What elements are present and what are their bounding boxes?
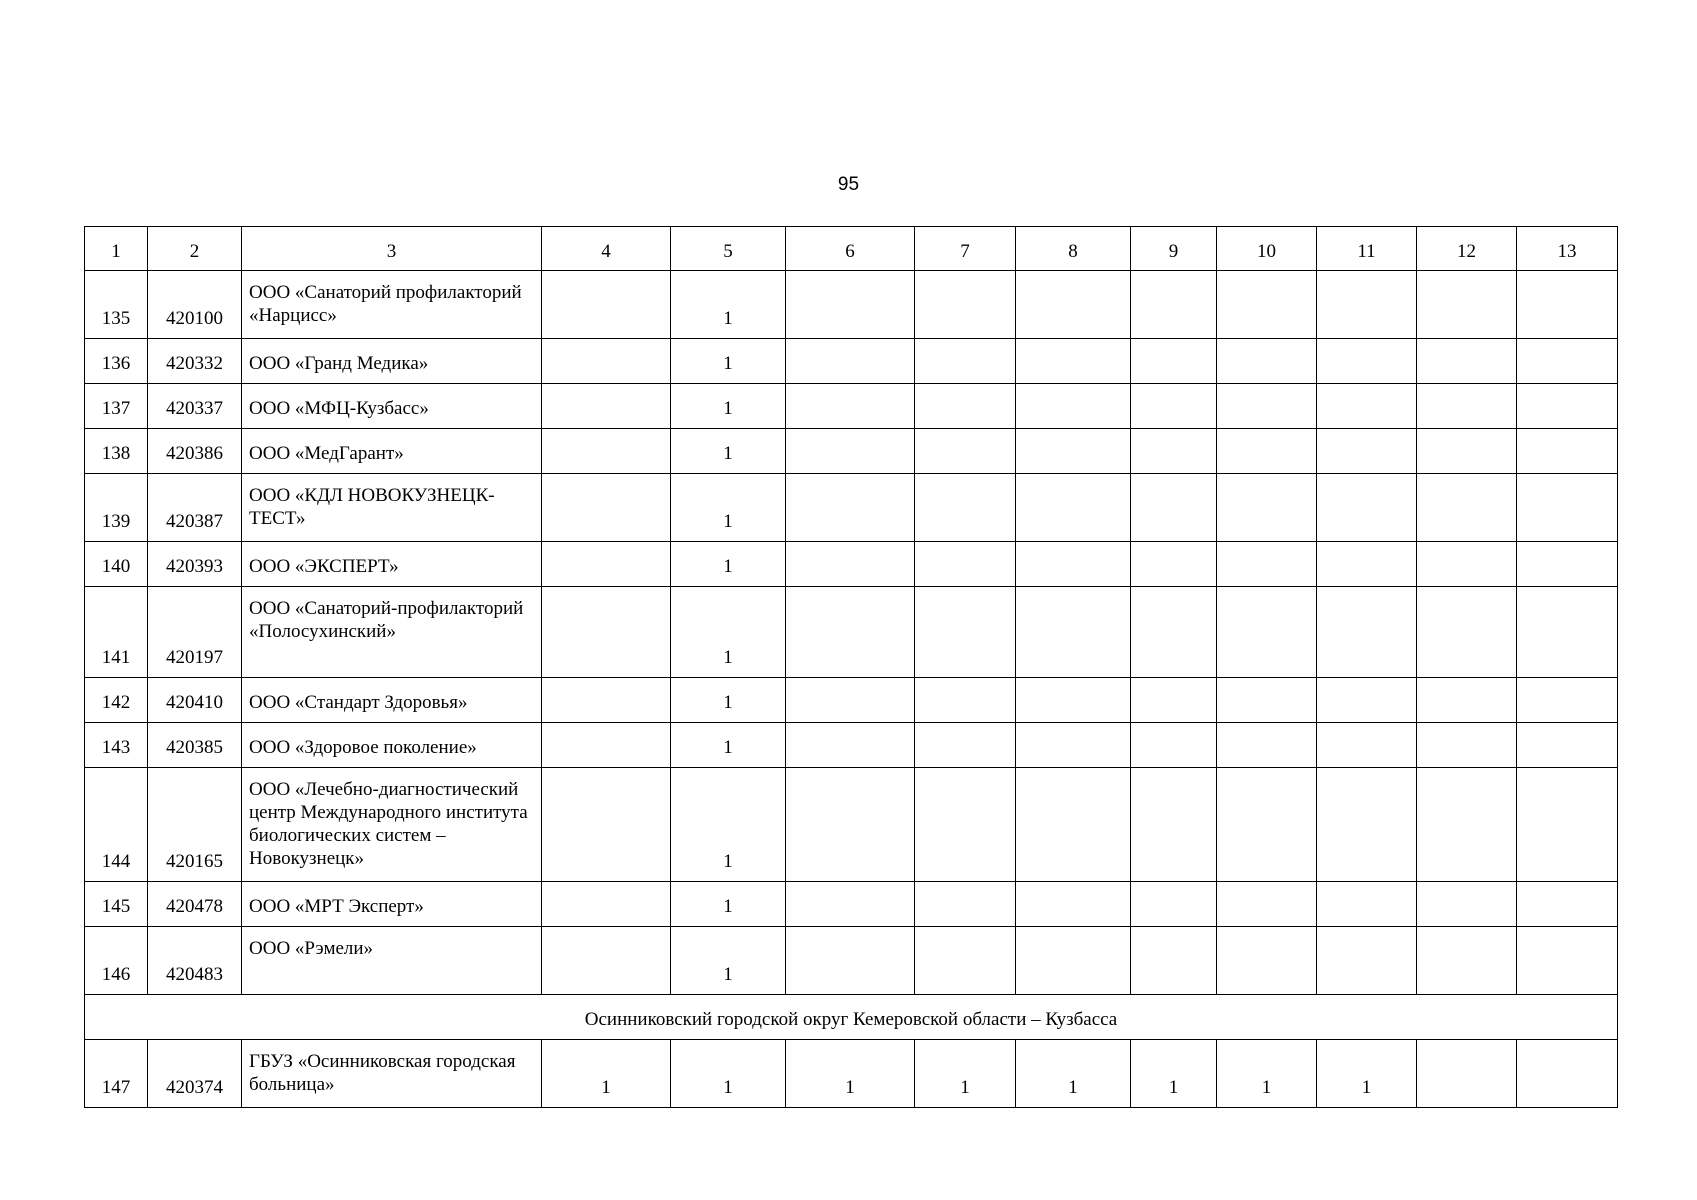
value-cell bbox=[1217, 339, 1317, 384]
value-cell bbox=[786, 587, 915, 678]
value-cell: 1 bbox=[1317, 1040, 1417, 1108]
org-code-cell: 420197 bbox=[148, 587, 242, 678]
value-cell bbox=[1317, 384, 1417, 429]
value-cell: 1 bbox=[671, 723, 786, 768]
value-cell bbox=[786, 271, 915, 339]
value-cell bbox=[915, 768, 1016, 882]
row-number-cell: 137 bbox=[85, 384, 148, 429]
table-body bbox=[85, 227, 1618, 1108]
row-number-cell: 142 bbox=[85, 678, 148, 723]
value-cell bbox=[915, 587, 1016, 678]
value-cell bbox=[1317, 429, 1417, 474]
value-cell bbox=[915, 882, 1016, 927]
header-cell: 13 bbox=[1517, 227, 1618, 271]
value-cell bbox=[1217, 384, 1317, 429]
value-cell bbox=[1317, 678, 1417, 723]
header-cell: 11 bbox=[1317, 227, 1417, 271]
org-name-cell: ООО «Лечебно-диагностический центр Международного института биологических систем – Новокузнецк» bbox=[242, 768, 542, 882]
value-cell bbox=[1517, 542, 1618, 587]
value-cell: 1 bbox=[1217, 1040, 1317, 1108]
value-cell bbox=[1217, 678, 1317, 723]
value-cell bbox=[1417, 723, 1517, 768]
row-number-cell: 139 bbox=[85, 474, 148, 542]
org-name-cell: ООО «Санаторий-профилакторий «Полосухинский» bbox=[242, 587, 542, 678]
org-name-cell: ООО «МедГарант» bbox=[242, 429, 542, 474]
value-cell bbox=[915, 542, 1016, 587]
value-cell: 1 bbox=[671, 678, 786, 723]
row-number-cell: 146 bbox=[85, 927, 148, 995]
header-cell: 7 bbox=[915, 227, 1016, 271]
org-name-cell: ООО «Санаторий профилакторий «Нарцисс» bbox=[242, 271, 542, 339]
value-cell bbox=[1131, 723, 1217, 768]
value-cell bbox=[1417, 542, 1517, 587]
header-row bbox=[85, 227, 1618, 271]
value-cell bbox=[1417, 927, 1517, 995]
table-row bbox=[85, 271, 1618, 339]
value-cell bbox=[1131, 678, 1217, 723]
value-cell bbox=[542, 678, 671, 723]
value-cell: 1 bbox=[1016, 1040, 1131, 1108]
value-cell bbox=[1517, 678, 1618, 723]
value-cell bbox=[1016, 927, 1131, 995]
value-cell bbox=[1217, 882, 1317, 927]
value-cell: 1 bbox=[671, 1040, 786, 1108]
value-cell bbox=[1016, 384, 1131, 429]
value-cell bbox=[1016, 271, 1131, 339]
value-cell bbox=[915, 723, 1016, 768]
org-code-cell: 420393 bbox=[148, 542, 242, 587]
value-cell bbox=[915, 927, 1016, 995]
value-cell bbox=[1217, 927, 1317, 995]
value-cell bbox=[915, 339, 1016, 384]
org-code-cell: 420478 bbox=[148, 882, 242, 927]
row-number-cell: 143 bbox=[85, 723, 148, 768]
value-cell: 1 bbox=[671, 271, 786, 339]
org-name-cell: ООО «МРТ Эксперт» bbox=[242, 882, 542, 927]
value-cell bbox=[542, 542, 671, 587]
org-code-cell: 420165 bbox=[148, 768, 242, 882]
value-cell bbox=[1131, 429, 1217, 474]
value-cell bbox=[915, 474, 1016, 542]
section-row bbox=[85, 995, 1618, 1040]
value-cell bbox=[786, 474, 915, 542]
value-cell bbox=[1517, 339, 1618, 384]
org-name-cell: ООО «Рэмели» bbox=[242, 927, 542, 995]
value-cell bbox=[1016, 474, 1131, 542]
org-code-cell: 420100 bbox=[148, 271, 242, 339]
value-cell bbox=[1417, 768, 1517, 882]
value-cell bbox=[1131, 768, 1217, 882]
table-row bbox=[85, 587, 1618, 678]
value-cell bbox=[1217, 542, 1317, 587]
value-cell bbox=[542, 339, 671, 384]
value-cell bbox=[915, 429, 1016, 474]
value-cell bbox=[1517, 474, 1618, 542]
value-cell: 1 bbox=[671, 768, 786, 882]
value-cell bbox=[786, 384, 915, 429]
value-cell bbox=[1217, 474, 1317, 542]
value-cell bbox=[1217, 429, 1317, 474]
org-name-cell: ООО «МФЦ-Кузбасс» bbox=[242, 384, 542, 429]
value-cell bbox=[1317, 474, 1417, 542]
value-cell bbox=[1016, 587, 1131, 678]
value-cell: 1 bbox=[542, 1040, 671, 1108]
org-name-cell: ООО «Стандарт Здоровья» bbox=[242, 678, 542, 723]
value-cell bbox=[1517, 429, 1618, 474]
org-code-cell: 420387 bbox=[148, 474, 242, 542]
value-cell bbox=[542, 429, 671, 474]
org-code-cell: 420386 bbox=[148, 429, 242, 474]
value-cell bbox=[1417, 384, 1517, 429]
value-cell bbox=[786, 339, 915, 384]
value-cell: 1 bbox=[671, 339, 786, 384]
org-name-cell: ООО «ЭКСПЕРТ» bbox=[242, 542, 542, 587]
table-row bbox=[85, 723, 1618, 768]
value-cell bbox=[542, 474, 671, 542]
header-cell: 2 bbox=[148, 227, 242, 271]
value-cell bbox=[1016, 339, 1131, 384]
value-cell bbox=[1417, 339, 1517, 384]
table-row bbox=[85, 339, 1618, 384]
value-cell bbox=[1517, 384, 1618, 429]
value-cell bbox=[542, 882, 671, 927]
value-cell bbox=[786, 927, 915, 995]
data-table bbox=[84, 226, 1618, 1108]
value-cell: 1 bbox=[671, 429, 786, 474]
value-cell bbox=[1417, 1040, 1517, 1108]
value-cell bbox=[542, 384, 671, 429]
header-cell: 6 bbox=[786, 227, 915, 271]
value-cell bbox=[1016, 768, 1131, 882]
value-cell bbox=[1131, 587, 1217, 678]
org-code-cell: 420483 bbox=[148, 927, 242, 995]
value-cell bbox=[1317, 723, 1417, 768]
value-cell bbox=[1517, 587, 1618, 678]
value-cell bbox=[915, 678, 1016, 723]
org-name-cell: ООО «КДЛ НОВОКУЗНЕЦК-ТЕСТ» bbox=[242, 474, 542, 542]
value-cell bbox=[1517, 1040, 1618, 1108]
value-cell bbox=[1131, 927, 1217, 995]
value-cell bbox=[1016, 429, 1131, 474]
value-cell bbox=[1517, 882, 1618, 927]
row-number-cell: 135 bbox=[85, 271, 148, 339]
header-cell: 10 bbox=[1217, 227, 1317, 271]
row-number-cell: 136 bbox=[85, 339, 148, 384]
table-row bbox=[85, 384, 1618, 429]
value-cell bbox=[1016, 678, 1131, 723]
org-code-cell: 420337 bbox=[148, 384, 242, 429]
value-cell bbox=[1317, 927, 1417, 995]
value-cell: 1 bbox=[671, 927, 786, 995]
header-cell: 12 bbox=[1417, 227, 1517, 271]
value-cell bbox=[542, 768, 671, 882]
org-name-cell: ООО «Здоровое поколение» bbox=[242, 723, 542, 768]
header-cell: 9 bbox=[1131, 227, 1217, 271]
value-cell bbox=[1217, 587, 1317, 678]
value-cell bbox=[1317, 882, 1417, 927]
value-cell bbox=[786, 768, 915, 882]
value-cell bbox=[1131, 271, 1217, 339]
table-row bbox=[85, 474, 1618, 542]
value-cell bbox=[1131, 542, 1217, 587]
table-row bbox=[85, 429, 1618, 474]
header-cell: 8 bbox=[1016, 227, 1131, 271]
org-code-cell: 420410 bbox=[148, 678, 242, 723]
value-cell bbox=[1131, 474, 1217, 542]
value-cell: 1 bbox=[671, 587, 786, 678]
value-cell bbox=[1317, 587, 1417, 678]
value-cell bbox=[786, 429, 915, 474]
value-cell bbox=[1417, 882, 1517, 927]
value-cell bbox=[786, 678, 915, 723]
value-cell bbox=[1016, 723, 1131, 768]
value-cell: 1 bbox=[915, 1040, 1016, 1108]
row-number-cell: 138 bbox=[85, 429, 148, 474]
org-name-cell: ГБУЗ «Осинниковская городская больница» bbox=[242, 1040, 542, 1108]
row-number-cell: 145 bbox=[85, 882, 148, 927]
value-cell bbox=[1131, 384, 1217, 429]
section-title: Осинниковский городской округ Кемеровской области – Кузбасса bbox=[85, 995, 1618, 1040]
value-cell bbox=[1417, 429, 1517, 474]
value-cell: 1 bbox=[671, 474, 786, 542]
value-cell: 1 bbox=[671, 542, 786, 587]
value-cell bbox=[1317, 542, 1417, 587]
org-name-cell: ООО «Гранд Медика» bbox=[242, 339, 542, 384]
value-cell bbox=[1417, 587, 1517, 678]
header-cell: 5 bbox=[671, 227, 786, 271]
value-cell bbox=[1317, 271, 1417, 339]
table-row bbox=[85, 927, 1618, 995]
value-cell bbox=[1317, 339, 1417, 384]
value-cell: 1 bbox=[671, 384, 786, 429]
value-cell bbox=[542, 587, 671, 678]
table-row bbox=[85, 768, 1618, 882]
value-cell bbox=[1517, 768, 1618, 882]
value-cell bbox=[1131, 339, 1217, 384]
value-cell bbox=[1417, 678, 1517, 723]
table-row bbox=[85, 542, 1618, 587]
value-cell bbox=[1517, 927, 1618, 995]
value-cell bbox=[542, 723, 671, 768]
value-cell bbox=[786, 723, 915, 768]
value-cell bbox=[1016, 882, 1131, 927]
value-cell bbox=[1217, 723, 1317, 768]
value-cell bbox=[1417, 271, 1517, 339]
table-row bbox=[85, 1040, 1618, 1108]
value-cell: 1 bbox=[786, 1040, 915, 1108]
header-cell: 1 bbox=[85, 227, 148, 271]
value-cell bbox=[1317, 768, 1417, 882]
value-cell bbox=[542, 927, 671, 995]
value-cell bbox=[1131, 882, 1217, 927]
value-cell: 1 bbox=[1131, 1040, 1217, 1108]
header-cell: 4 bbox=[542, 227, 671, 271]
org-code-cell: 420385 bbox=[148, 723, 242, 768]
value-cell bbox=[542, 271, 671, 339]
value-cell: 1 bbox=[671, 882, 786, 927]
table-row bbox=[85, 678, 1618, 723]
org-code-cell: 420374 bbox=[148, 1040, 242, 1108]
value-cell bbox=[1217, 271, 1317, 339]
value-cell bbox=[786, 542, 915, 587]
value-cell bbox=[786, 882, 915, 927]
value-cell bbox=[1517, 271, 1618, 339]
value-cell bbox=[1016, 542, 1131, 587]
row-number-cell: 140 bbox=[85, 542, 148, 587]
value-cell bbox=[1417, 474, 1517, 542]
value-cell bbox=[915, 384, 1016, 429]
row-number-cell: 141 bbox=[85, 587, 148, 678]
header-cell: 3 bbox=[242, 227, 542, 271]
org-code-cell: 420332 bbox=[148, 339, 242, 384]
row-number-cell: 144 bbox=[85, 768, 148, 882]
table-row bbox=[85, 882, 1618, 927]
row-number-cell: 147 bbox=[85, 1040, 148, 1108]
value-cell bbox=[915, 271, 1016, 339]
value-cell bbox=[1217, 768, 1317, 882]
page-number: 95 bbox=[837, 174, 860, 195]
value-cell bbox=[1517, 723, 1618, 768]
